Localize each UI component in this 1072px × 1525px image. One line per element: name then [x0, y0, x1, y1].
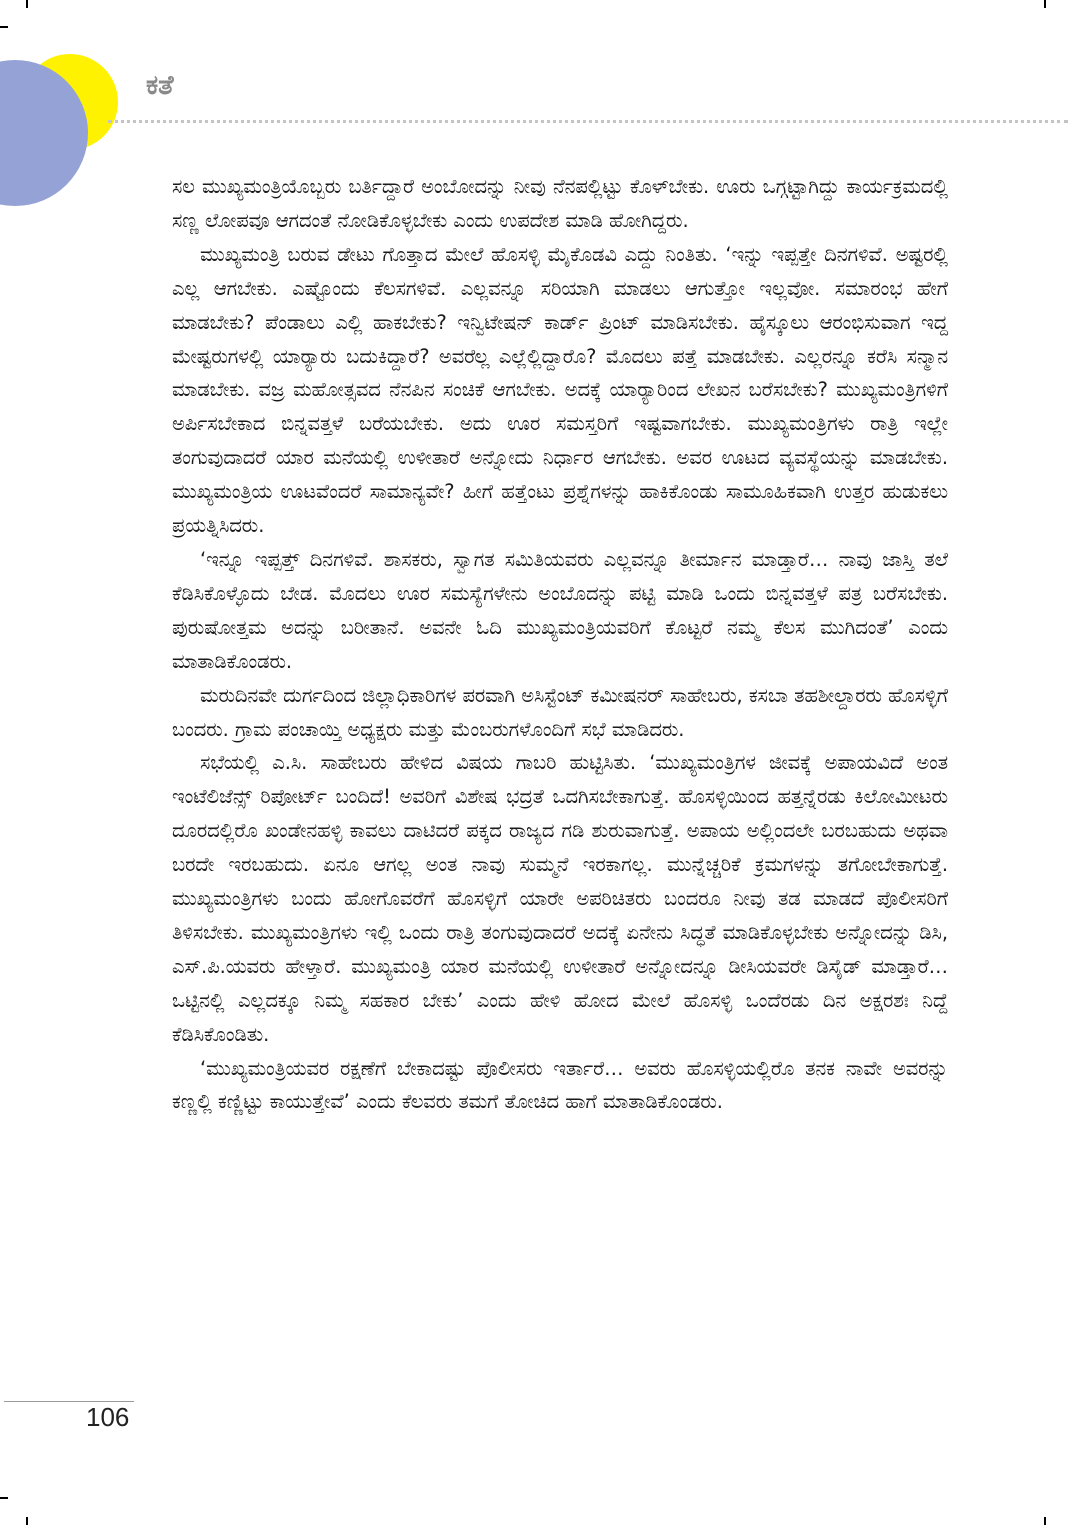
crop-mark-bottom-right	[1044, 1517, 1046, 1525]
story-body	[172, 170, 948, 1119]
paragraph: ಸಭೆಯಲ್ಲಿ ಎ.ಸಿ. ಸಾಹೇಬರು ಹೇಳಿದ ವಿಷಯ ಗಾಬರಿ ಹುಟ್ಟಿಸಿತು. ‘ಮುಖ್ಯಮಂತ್ರಿಗಳ ಜೀವಕ್ಕೆ ಅಪಾಯವಿದೆ ಅಂತ ಇಂಟೆಲಿಜೆನ್ಸ್ ರಿಪೋರ್ಟ್ ಬಂದಿದೆ! ಅವರಿಗೆ ವಿಶೇಷ ಭದ್ರತೆ ಒದಗಿಸಬೇಕಾಗುತ್ತೆ. ಹೊಸಳ್ಳಿಯಿಂದ ಹತ್ತನ್ನೆರಡು ಕಿಲೋಮೀಟರು ದೂರದಲ್ಲಿರೊ ಖಂಡೇನಹಳ್ಳಿ ಕಾವಲು ದಾಟಿದರೆ ಪಕ್ಕದ ರಾಜ್ಯದ ಗಡಿ ಶುರುವಾಗುತ್ತೆ. ಅಪಾಯ ಅಲ್ಲಿಂದಲೇ ಬರಬಹುದು ಅಥವಾ ಬರದೇ ಇರಬಹುದು. ಏನೂ ಆಗಲ್ಲ ಅಂತ ನಾವು ಸುಮ್ಮನೆ ಇರಕಾಗಲ್ಲ. ಮುನ್ನೆಚ್ಚರಿಕೆ ಕ್ರಮಗಳನ್ನು ತಗೋಬೇಕಾಗುತ್ತೆ. ಮುಖ್ಯಮಂತ್ರಿಗಳು ಬಂದು ಹೋಗೊವರೆಗೆ ಹೊಸಳ್ಳಿಗೆ ಯಾರೇ ಅಪರಿಚಿತರು ಬಂದರೂ ನೀವು ತಡ ಮಾಡದೆ ಪೊಲೀಸರಿಗೆ ತಿಳಿಸಬೇಕು. ಮುಖ್ಯಮಂತ್ರಿಗಳು ಇಲ್ಲಿ ಒಂದು ರಾತ್ರಿ ತಂಗುವುದಾದರೆ ಅದಕ್ಕೆ ಏನೇನು ಸಿದ್ಧತೆ ಮಾಡಿಕೊಳ್ಳಬೇಕು ಅನ್ನೋದನ್ನು ಡಿಸಿ, ಎಸ್.ಪಿ.ಯವರು ಹೇಳ್ತಾರೆ. ಮುಖ್ಯಮಂತ್ರಿ ಯಾರ ಮನೆಯಲ್ಲಿ ಉಳೀತಾರೆ ಅನ್ನೋದನ್ನೂ ಡೀಸಿಯವರೇ ಡಿಸೈಡ್ ಮಾಡ್ತಾರೆ… ಒಟ್ಟಿನಲ್ಲಿ ಎಲ್ಲದಕ್ಕೂ ನಿಮ್ಮ ಸಹಕಾರ ಬೇಕು’ ಎಂದು ಹೇಳಿ ಹೋದ ಮೇಲೆ ಹೊಸಳ್ಳಿ ಒಂದೆರಡು ದಿನ ಅಕ್ಷರಶಃ ನಿದ್ದೆ ಕೆಡಿಸಿಕೊಂಡಿತು.	[172, 751, 948, 1046]
crop-mark-left-upper	[0, 26, 8, 28]
paragraph: ‘ಇನ್ನೂ ಇಪ್ಪತ್ತ್ ದಿನಗಳಿವೆ. ಶಾಸಕರು, ಸ್ವಾಗತ ಸಮಿತಿಯವರು ಎಲ್ಲವನ್ನೂ ತೀರ್ಮಾನ ಮಾಡ್ತಾರೆ… ನಾವು ಜಾಸ್ತಿ ತಲೆ ಕೆಡಿಸಿಕೊಳ್ಳೊದು ಬೇಡ. ಮೊದಲು ಊರ ಸಮಸ್ಯೆಗಳೇನು ಅಂಬೊದನ್ನು ಪಟ್ಟಿ ಮಾಡಿ ಒಂದು ಬಿನ್ನವತ್ತಳೆ ಪತ್ರ ಬರೆಸಬೇಕು. ಪುರುಷೋತ್ತಮ ಅದನ್ನು ಬರೀತಾನೆ. ಅವನೇ ಓದಿ ಮುಖ್ಯಮಂತ್ರಿಯವರಿಗೆ ಕೊಟ್ಟರೆ ನಮ್ಮ ಕೆಲಸ ಮುಗಿದಂತೆ’ ಎಂದು ಮಾತಾಡಿಕೊಂಡರು.	[172, 547, 948, 673]
paragraph: ಮುಖ್ಯಮಂತ್ರಿ ಬರುವ ಡೇಟು ಗೊತ್ತಾದ ಮೇಲೆ ಹೊಸಳ್ಳಿ ಮೈಕೊಡವಿ ಎದ್ದು ನಿಂತಿತು. ‘ಇನ್ನು ಇಪ್ಪತ್ತೇ ದಿನಗಳಿವೆ. ಅಷ್ಟರಲ್ಲಿ ಎಲ್ಲ ಆಗಬೇಕು. ಎಷ್ಟೊಂದು ಕೆಲಸಗಳಿವೆ. ಎಲ್ಲವನ್ನೂ ಸರಿಯಾಗಿ ಮಾಡಲು ಆಗುತ್ತೋ ಇಲ್ಲವೋ. ಸಮಾರಂಭ ಹೇಗೆ ಮಾಡಬೇಕು? ಪೆಂಡಾಲು ಎಲ್ಲಿ ಹಾಕಬೇಕು? ಇನ್ವಿಟೇಷನ್ ಕಾರ್ಡ್ ಪ್ರಿಂಟ್ ಮಾಡಿಸಬೇಕು. ಹೈಸ್ಕೂಲು ಆರಂಭಿಸುವಾಗ ಇದ್ದ ಮೇಷ್ಟರುಗಳಲ್ಲಿ ಯಾರ್‍ಯಾರು ಬದುಕಿದ್ದಾರೆ? ಅವರೆಲ್ಲ ಎಲ್ಲೆಲ್ಲಿದ್ದಾರೊ? ಮೊದಲು ಪತ್ತೆ ಮಾಡಬೇಕು. ಎಲ್ಲರನ್ನೂ ಕರೆಸಿ ಸನ್ಮಾನ ಮಾಡಬೇಕು. ವಜ್ರ ಮಹೋತ್ಸವದ ನೆನಪಿನ ಸಂಚಿಕೆ ಆಗಬೇಕು. ಅದಕ್ಕೆ ಯಾರ್‍ಯಾರಿಂದ ಲೇಖನ ಬರೆಸಬೇಕು? ಮುಖ್ಯಮಂತ್ರಿಗಳಿಗೆ ಅರ್ಪಿಸಬೇಕಾದ ಬಿನ್ನವತ್ತಳೆ ಬರೆಯಬೇಕು. ಅದು ಊರ ಸಮಸ್ತರಿಗೆ ಇಷ್ಟವಾಗಬೇಕು. ಮುಖ್ಯಮಂತ್ರಿಗಳು ರಾತ್ರಿ ಇಲ್ಲೇ ತಂಗುವುದಾದರೆ ಯಾರ ಮನೆಯಲ್ಲಿ ಉಳೀತಾರೆ ಅನ್ನೋದು ನಿರ್ಧಾರ ಆಗಬೇಕು. ಅವರ ಊಟದ ವ್ಯವಸ್ಥೆಯನ್ನು ಮಾಡಬೇಕು. ಮುಖ್ಯಮಂತ್ರಿಯ ಊಟವೆಂದರೆ ಸಾಮಾನ್ಯವೇ? ಹೀಗೆ ಹತ್ತೆಂಟು ಪ್ರಶ್ನೆಗಳನ್ನು ಹಾಕಿಕೊಂಡು ಸಾಮೂಹಿಕವಾಗಿ ಉತ್ತರ ಹುಡುಕಲು ಪ್ರಯತ್ನಿಸಿದರು.	[172, 242, 948, 538]
crop-mark-bottom-left	[26, 1517, 28, 1525]
crop-mark-left-lower	[0, 1497, 8, 1499]
crop-mark-top-right	[1044, 0, 1046, 8]
paragraph: ಸಲ ಮುಖ್ಯಮಂತ್ರಿಯೊಬ್ಬರು ಬರ್ತಿದ್ದಾರೆ ಅಂಬೋದನ್ನು ನೀವು ನೆನಪಲ್ಲಿಟ್ಟು ಕೊಳ್‌ಬೇಕು. ಊರು ಒಗ್ಗಟ್ಟಾಗಿದ್ದು ಕಾರ್ಯಕ್ರಮದಲ್ಲಿ ಸಣ್ಣ ಲೋಪವೂ ಆಗದಂತೆ ನೋಡಿಕೊಳ್ಳಬೇಕು ಎಂದು ಉಪದೇಶ ಮಾಡಿ ಹೋಗಿದ್ದರು.	[172, 175, 948, 232]
header-dotted-rule	[108, 120, 1068, 123]
paragraph: ಮರುದಿನವೇ ದುರ್ಗದಿಂದ ಜಿಲ್ಲಾಧಿಕಾರಿಗಳ ಪರವಾಗಿ ಅಸಿಸ್ಟೆಂಟ್ ಕಮೀಷನರ್ ಸಾಹೇಬರು, ಕಸಬಾ ತಹಶೀಲ್ದಾರರು ಹೊಸಳ್ಳಿಗೆ ಬಂದರು. ಗ್ರಾಮ ಪಂಚಾಯ್ತಿ ಅಧ್ಯಕ್ಷರು ಮತ್ತು ಮೆಂಬರುಗಳೊಂದಿಗೆ ಸಭೆ ಮಾಡಿದರು.	[172, 683, 948, 741]
section-title: ಕತೆ	[146, 70, 174, 101]
paragraph: ‘ಮುಖ್ಯಮಂತ್ರಿಯವರ ರಕ್ಷಣೆಗೆ ಬೇಕಾದಷ್ಟು ಪೊಲೀಸರು ಇರ್ತಾರೆ… ಅವರು ಹೊಸಳ್ಳಿಯಲ್ಲಿರೊ ತನಕ ನಾವೇ ಅವರನ್ನು ಕಣ್ಣಲ್ಲಿ ಕಣ್ಣಿಟ್ಟು ಕಾಯುತ್ತೇವೆ’ ಎಂದು ಕೆಲವರು ತಮಗೆ ತೋಚಿದ ಹಾಗೆ ಮಾತಾಡಿಕೊಂಡರು.	[172, 1056, 948, 1114]
crop-mark-top-left	[26, 0, 28, 8]
page-number: 106	[86, 1402, 130, 1432]
